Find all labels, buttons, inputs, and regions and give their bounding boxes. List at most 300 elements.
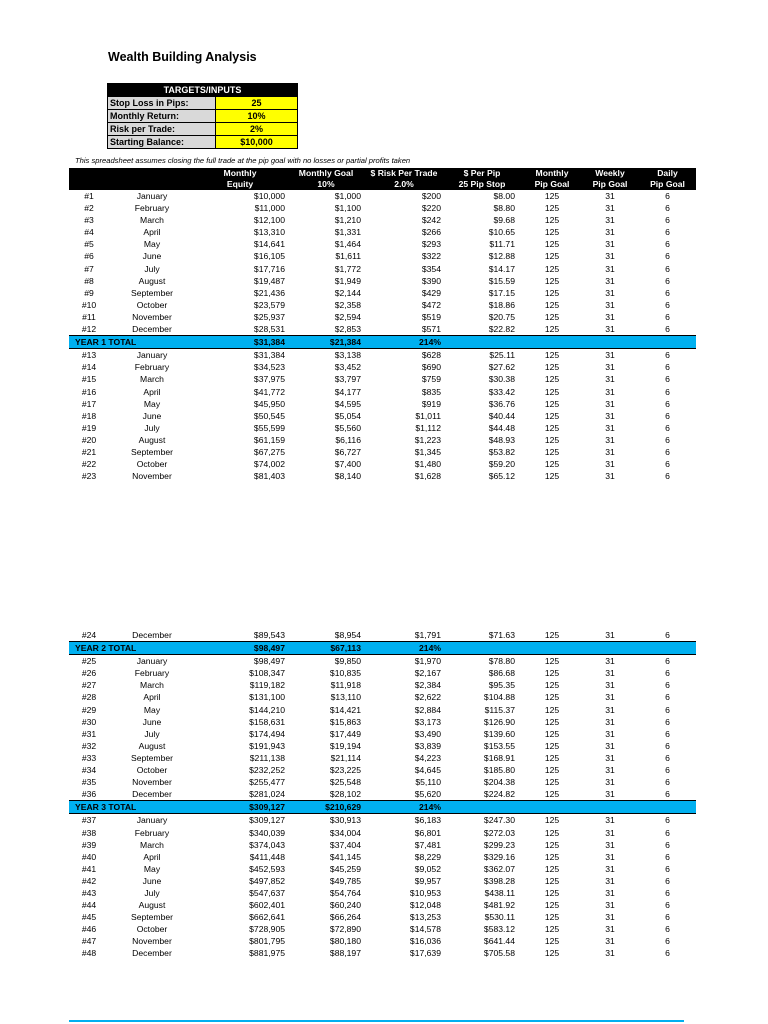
table-cell: #29 (81, 704, 97, 715)
table-cell: $17.15 (488, 287, 515, 298)
table-cell: 31 (605, 789, 615, 800)
table-cell: $8.80 (493, 203, 515, 214)
table-cell: April (143, 692, 161, 703)
table-cell: November (132, 311, 172, 322)
year-total-empty-cell (581, 642, 639, 655)
table-cell: October (136, 924, 168, 935)
table-cell: $60,240 (329, 900, 361, 911)
table-cell: $1,345 (414, 446, 441, 457)
table-cell: $481.92 (483, 900, 515, 911)
table-row (69, 434, 696, 446)
table-cell: $662,641 (249, 912, 285, 923)
table-cell: $44.48 (488, 422, 515, 433)
year-total-label: YEAR 1 TOTAL (69, 336, 195, 349)
table-cell: $3,173 (414, 716, 441, 727)
table-cell: 125 (544, 924, 560, 935)
table-cell: $12.88 (488, 251, 515, 262)
table-cell: July (144, 887, 160, 898)
page-title: Wealth Building Analysis (108, 50, 257, 64)
table-cell: February (134, 827, 170, 838)
table-cell: 31 (605, 227, 615, 238)
table-cell: $174,494 (249, 728, 285, 739)
table-cell: $30.38 (488, 374, 515, 385)
table-cell: $1,772 (334, 263, 361, 274)
table-cell: $27.62 (488, 362, 515, 373)
table-cell: 125 (544, 203, 560, 214)
table-cell: 125 (544, 752, 560, 763)
table-cell: $266 (421, 227, 441, 238)
table-cell: 6 (665, 386, 670, 397)
table-cell: #42 (81, 875, 97, 886)
table-row (69, 814, 696, 827)
table-cell: #46 (81, 924, 97, 935)
table-cell: $53.82 (488, 446, 515, 457)
table-cell: 6 (665, 815, 670, 826)
table-cell: 125 (544, 287, 560, 298)
table-cell: $126.90 (483, 716, 515, 727)
table-cell: 6 (665, 324, 670, 335)
table-cell: 125 (544, 777, 560, 788)
table-cell: $41,772 (253, 386, 285, 397)
table-cell: #18 (81, 410, 97, 421)
table-cell: 31 (605, 668, 615, 679)
table-cell: 125 (544, 948, 560, 959)
table-cell: #37 (81, 815, 97, 826)
table-cell: $71.63 (488, 630, 515, 640)
table-cell: 125 (544, 716, 560, 727)
table-cell: 31 (605, 362, 615, 373)
input-row-stop-loss (108, 96, 297, 109)
header-cell: Monthly Goal (291, 168, 367, 179)
table-cell: 125 (544, 851, 560, 862)
table-cell: #8 (84, 275, 94, 286)
table-cell: 31 (605, 422, 615, 433)
table-cell: $11.71 (489, 239, 515, 250)
header-row-1 (69, 168, 696, 179)
table-cell: $8,954 (334, 630, 361, 640)
table-cell: 125 (544, 912, 560, 923)
table-cell: 31 (605, 936, 615, 947)
table-cell: 6 (665, 777, 670, 788)
table-cell: $255,477 (249, 777, 285, 788)
table-cell: $21,436 (253, 287, 285, 298)
table-cell: 31 (605, 777, 615, 788)
table-cell: $3,797 (334, 374, 361, 385)
table-cell: March (140, 374, 164, 385)
table-cell: 125 (544, 692, 560, 703)
table-row (69, 361, 696, 373)
header-cell (69, 168, 109, 179)
table-cell: 125 (544, 900, 560, 911)
table-cell: 31 (605, 704, 615, 715)
table-cell: #11 (82, 311, 96, 322)
table-cell: #7 (84, 263, 94, 274)
table-cell: 31 (605, 728, 615, 739)
table-cell: $34,004 (329, 827, 361, 838)
header-cell (69, 179, 109, 190)
table-cell: 6 (665, 299, 670, 310)
table-cell: 31 (605, 900, 615, 911)
table-cell: February (134, 362, 170, 373)
table-cell: 31 (605, 398, 615, 409)
table-cell: 125 (544, 434, 560, 445)
table-cell: $25.11 (489, 350, 515, 361)
table-row (69, 287, 696, 299)
table-cell: $9,850 (334, 656, 361, 667)
table-cell: $9.68 (493, 215, 515, 226)
table-cell: $11,918 (330, 680, 361, 691)
table-cell: 6 (665, 656, 670, 667)
table-cell: $2,594 (334, 311, 361, 322)
input-value[interactable]: 2% (216, 123, 297, 135)
table-cell: $1,331 (334, 227, 361, 238)
table-cell: $2,384 (414, 680, 441, 691)
table-cell: $17,449 (329, 728, 361, 739)
table-cell: $15.59 (488, 275, 515, 286)
table-cell: #27 (81, 680, 97, 691)
table-row (69, 323, 696, 336)
table-cell: 6 (665, 912, 670, 923)
input-value[interactable]: $10,000 (216, 136, 297, 148)
input-label: Risk per Trade: (108, 123, 216, 135)
table-cell: August (138, 900, 166, 911)
table-cell: April (143, 227, 161, 238)
year-total-cell: $67,113 (291, 642, 367, 655)
year-total-empty-cell (449, 642, 523, 655)
table-cell: $67,275 (253, 446, 285, 457)
table-cell: 31 (605, 287, 615, 298)
table-cell: $6,116 (335, 434, 361, 445)
table-cell: November (132, 471, 172, 482)
table-cell: 31 (605, 410, 615, 421)
table-cell: 6 (665, 362, 670, 373)
table-cell: 6 (665, 851, 670, 862)
table-cell: $13,253 (409, 912, 441, 923)
table-row (69, 704, 696, 716)
table-cell: $54,764 (329, 887, 361, 898)
table-cell: 6 (665, 875, 670, 886)
table-row (69, 667, 696, 679)
table-cell: 125 (544, 374, 560, 385)
table-cell: $6,727 (334, 446, 361, 457)
table-cell: 125 (544, 263, 560, 274)
table-cell: 6 (665, 350, 670, 361)
table-cell: 31 (605, 851, 615, 862)
table-cell: $23,225 (329, 765, 361, 776)
table-cell: $472 (421, 299, 441, 310)
table-cell: 125 (544, 875, 560, 886)
table-cell: $9,052 (414, 863, 441, 874)
assumption-note: This spreadsheet assumes closing the full trade at the pip goal with no losses or partial profits taken (75, 156, 411, 165)
table-cell: $88,197 (329, 948, 361, 959)
table-cell: 6 (665, 239, 670, 250)
table-cell: $19,487 (253, 275, 285, 286)
table-cell: #34 (81, 765, 97, 776)
table-cell: $6,183 (414, 815, 441, 826)
table-cell: 125 (544, 275, 560, 286)
table-cell: June (142, 716, 162, 727)
table-cell: $281,024 (249, 789, 285, 800)
table-cell: 6 (665, 924, 670, 935)
table-cell: $95.35 (488, 680, 515, 691)
table-cell: $119,182 (249, 680, 285, 691)
table-cell: #48 (81, 948, 97, 959)
table-row (69, 311, 696, 323)
table-row (69, 373, 696, 385)
table-cell: $1,949 (334, 275, 361, 286)
table-cell: $340,039 (249, 827, 285, 838)
table-cell: March (140, 839, 164, 850)
table-cell: #26 (81, 668, 97, 679)
table-cell: $14.17 (488, 263, 515, 274)
table-cell: 6 (665, 839, 670, 850)
table-cell: 125 (544, 728, 560, 739)
table-cell: #25 (81, 656, 97, 667)
table-cell: 31 (605, 692, 615, 703)
table-cell: $4,177 (334, 386, 361, 397)
table-cell: 125 (544, 863, 560, 874)
table-cell: 31 (605, 299, 615, 310)
table-cell: $40.44 (488, 410, 515, 421)
table-cell: $153.55 (483, 740, 515, 751)
table-row (69, 691, 696, 703)
table-cell: January (136, 191, 168, 201)
table-cell: $66,264 (329, 912, 361, 923)
table-cell: 31 (605, 386, 615, 397)
table-cell: 6 (665, 827, 670, 838)
table-cell: 31 (605, 324, 615, 335)
table-cell: $3,138 (334, 350, 361, 361)
table-cell: #19 (81, 422, 97, 433)
table-row (69, 655, 696, 668)
year-total-empty-cell (523, 642, 581, 655)
targets-inputs-table (107, 83, 298, 149)
table-cell: #2 (84, 203, 94, 214)
table-cell: January (136, 656, 168, 667)
table-cell: $497,852 (249, 875, 285, 886)
header-cell: $ Per Pip (449, 168, 523, 179)
table-cell: 31 (605, 875, 615, 886)
table-cell: #23 (81, 471, 97, 482)
table-cell: 125 (544, 459, 560, 470)
table-cell: 6 (665, 900, 670, 911)
table-cell: $74,002 (253, 459, 285, 470)
table-cell: $18.86 (488, 299, 515, 310)
table-cell: $1,210 (334, 215, 361, 226)
table-cell: October (136, 299, 168, 310)
table-cell: $801,795 (249, 936, 285, 947)
table-cell: $4,223 (414, 752, 441, 763)
table-cell: 6 (665, 789, 670, 800)
table-cell: #35 (81, 777, 97, 788)
header-cell: 10% (291, 179, 367, 190)
table-cell: $14,641 (253, 239, 285, 250)
table-cell: 125 (544, 827, 560, 838)
table-cell: #21 (81, 446, 97, 457)
table-row (69, 776, 696, 788)
year-total-cell: 214% (367, 336, 449, 349)
table-cell: 31 (605, 887, 615, 898)
table-cell: September (130, 446, 174, 457)
year-total-empty-cell (523, 336, 581, 349)
table-cell: 6 (665, 680, 670, 691)
table-cell: 125 (544, 251, 560, 262)
table-cell: $309,127 (249, 815, 285, 826)
year-total-empty-cell (639, 801, 696, 814)
table-cell: 6 (665, 191, 670, 201)
table-row (69, 214, 696, 226)
table-cell: 31 (605, 765, 615, 776)
table-row (69, 863, 696, 875)
table-cell: #4 (84, 227, 94, 238)
table-cell: 6 (665, 630, 670, 640)
table-cell: $1,791 (414, 630, 441, 640)
table-cell: #45 (81, 912, 97, 923)
table-cell: January (136, 815, 168, 826)
table-cell: $220 (421, 203, 441, 214)
header-cell: Monthly (195, 168, 291, 179)
table-cell: June (142, 410, 162, 421)
table-cell: $2,884 (414, 704, 441, 715)
table-cell: 31 (605, 374, 615, 385)
table-row (69, 226, 696, 238)
table-cell: 125 (544, 311, 560, 322)
table-cell: June (142, 251, 162, 262)
table-cell: 6 (665, 410, 670, 421)
table-row (69, 398, 696, 410)
year-total-row (69, 336, 696, 349)
table-cell: May (143, 704, 161, 715)
table-cell: $55,599 (253, 422, 285, 433)
table-row (69, 458, 696, 470)
table-cell: 31 (605, 239, 615, 250)
table-row (69, 238, 696, 250)
year-total-empty-cell (581, 336, 639, 349)
year-total-cell: 214% (367, 642, 449, 655)
table-cell: 6 (665, 692, 670, 703)
table-cell: 6 (665, 422, 670, 433)
table-cell: $10,953 (409, 887, 441, 898)
table-cell: 31 (605, 350, 615, 361)
table-bottom-border (69, 1020, 684, 1022)
input-value[interactable]: 10% (216, 110, 297, 122)
table-row (69, 899, 696, 911)
input-label: Stop Loss in Pips: (108, 97, 216, 109)
table-cell: August (138, 275, 166, 286)
table-body-1 (69, 190, 696, 482)
table-cell: $299.23 (483, 839, 515, 850)
table-cell: $1,000 (334, 191, 361, 201)
table-cell: $690 (421, 362, 441, 373)
table-cell: 125 (544, 680, 560, 691)
table-cell: $158,631 (249, 716, 285, 727)
table-cell: #31 (81, 728, 97, 739)
table-cell: 125 (544, 386, 560, 397)
table-cell: 31 (605, 863, 615, 874)
table-cell: #17 (81, 398, 97, 409)
table-cell: 31 (605, 815, 615, 826)
inputs-header: TARGETS/INPUTS (108, 84, 297, 96)
table-cell: $16,105 (253, 251, 285, 262)
table-row (69, 851, 696, 863)
table-cell: October (136, 765, 168, 776)
table-cell: 125 (544, 410, 560, 421)
table-cell: 31 (605, 924, 615, 935)
table-cell: $41,145 (329, 851, 361, 862)
year-total-empty-cell (523, 801, 581, 814)
table-cell: $398.28 (483, 875, 515, 886)
table-cell: 125 (544, 227, 560, 238)
table-cell: 31 (605, 827, 615, 838)
input-value[interactable]: 25 (216, 97, 297, 109)
table-cell: March (140, 215, 164, 226)
header-cell: Pip Goal (523, 179, 581, 190)
table-cell: $6,801 (414, 827, 441, 838)
table-cell: #12 (81, 324, 97, 335)
header-cell (109, 168, 195, 179)
year-total-cell: 214% (367, 801, 449, 814)
table-row (69, 275, 696, 287)
table-cell: #47 (81, 936, 97, 947)
table-cell: $17,716 (253, 263, 285, 274)
table-cell: $59.20 (488, 459, 515, 470)
table-cell: 6 (665, 863, 670, 874)
table-row (69, 470, 696, 482)
table-cell: $48.93 (488, 434, 515, 445)
year-total-empty-cell (449, 801, 523, 814)
table-cell: $1,112 (415, 422, 441, 433)
table-row (69, 839, 696, 851)
table-cell: #30 (81, 716, 97, 727)
table-row (69, 202, 696, 214)
table-cell: September (130, 912, 174, 923)
table-cell: $34,523 (253, 362, 285, 373)
table-cell: 6 (665, 948, 670, 959)
table-cell: 6 (665, 765, 670, 776)
table-cell: $89,543 (253, 630, 285, 640)
table-cell: $22.82 (488, 324, 515, 335)
table-cell: $7,400 (334, 459, 361, 470)
table-cell: $242 (421, 215, 441, 226)
table-cell: $293 (421, 239, 441, 250)
table-cell: $28,531 (253, 324, 285, 335)
table-cell: 31 (605, 263, 615, 274)
table-cell: $61,159 (253, 434, 285, 445)
table-cell: 31 (605, 251, 615, 262)
table-cell: $2,144 (334, 287, 361, 298)
input-row-starting-balance (108, 135, 297, 148)
table-cell: $571 (421, 324, 441, 335)
table-row (69, 716, 696, 728)
table-cell: $86.68 (488, 668, 515, 679)
table-cell: May (143, 863, 161, 874)
table-row (69, 827, 696, 839)
table-cell: #16 (81, 386, 97, 397)
table-cell: November (132, 777, 172, 788)
table-row (69, 788, 696, 801)
table-cell: November (132, 936, 172, 947)
table-row (69, 935, 696, 947)
table-cell: $14,578 (409, 924, 441, 935)
table-cell: December (132, 324, 172, 335)
table-cell: 31 (605, 311, 615, 322)
table-cell: 125 (544, 215, 560, 226)
year-total-row (69, 642, 696, 655)
table-cell: $547,637 (249, 887, 285, 898)
table-cell: $429 (421, 287, 441, 298)
table-cell: #24 (81, 630, 97, 640)
table-cell: April (143, 386, 161, 397)
